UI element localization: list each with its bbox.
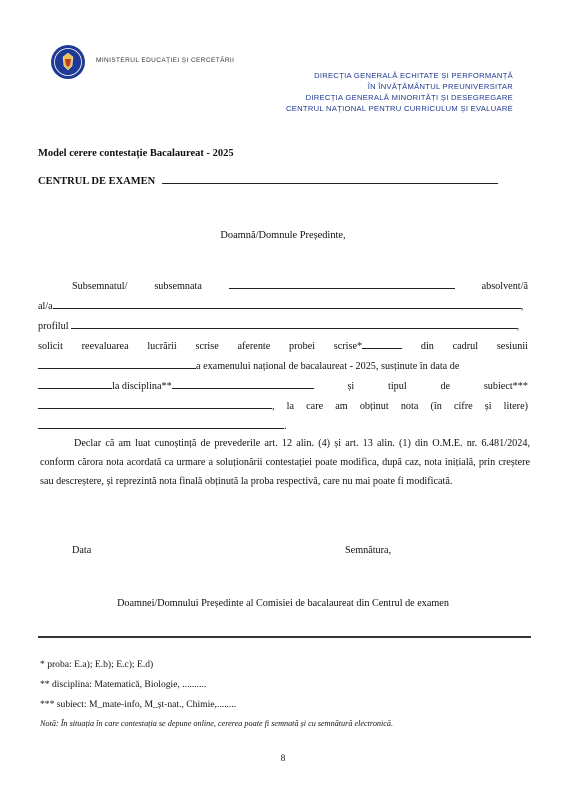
line-profile: profilul , [38,321,520,332]
line-session: a examenului național de bacalaureat - 2025, susținute în data de [38,359,528,372]
line-discipline: la disciplina** și tipul de subiect*** [38,379,528,392]
name-field[interactable] [229,279,455,289]
form-title: Model cerere contestație Bacalaureat - 2025 [38,148,234,159]
directorate-line: DIRECȚIA GENERALĂ MINORITĂȚI ȘI DESEGREGARE [305,93,513,102]
subject-type-field[interactable] [38,399,272,409]
signature-label: Semnătura, [345,545,392,556]
footer-divider [38,636,531,638]
line-grade: , la care am obținut nota (în cifre și litere) [38,399,528,412]
ministry-crest-logo [50,44,86,80]
directorate-line: ÎN ÎNVĂȚĂMÂNTUL PREUNIVERSITAR [367,82,513,91]
footnote-subiect: *** subiect: M_mate-info, M_șt-nat., Chimie,........ [40,699,237,710]
footnote-proba: * proba: E.a); E.b); E.c); E.d) [40,659,154,670]
exam-center-field[interactable] [162,174,498,184]
footnote-disciplina: ** disciplina: Matematică, Biologie, .......... [40,679,207,690]
addressee: Doamnei/Domnului Președinte al Comisiei de bacalaureat din Centrul de examen [117,598,449,609]
directorate-line: DIRECȚIA GENERALĂ ECHITATE ȘI PERFORMANȚĂ [314,71,513,80]
declaration-text: Declar că am luat cunoștință de prevederile art. 12 alin. (4) și art. 13 alin. (1) din O.M.E. nr. 6.481/2024, conform cărora nota acordată ca urmare a soluționării contestației poate modifica, după caz, nota inițială, prin creștere sau descreștere, și reprezintă nota finală obținută la proba respectivă, care nu mai poate fi modificată. [40,438,530,487]
session-field[interactable] [38,359,196,369]
salutation: Doamnă/Domnule Președinte, [220,230,346,241]
exam-date-field[interactable] [38,379,112,389]
line-name: Subsemnatul/ subsemnata absolvent/ă [72,281,528,292]
profile-field[interactable] [71,319,517,329]
discipline-field[interactable] [172,379,314,389]
line-grade-value: . [38,419,528,432]
proba-field[interactable] [362,339,402,349]
exam-center-row [38,174,498,187]
footnote-online-note: Notă: În situația în care contestația se depune online, cererea poate fi semnată și cu semnătură electronică. [40,719,394,728]
directorates-block [286,70,513,114]
school-field[interactable] [53,299,521,309]
ministry-name: MINISTERUL EDUCAȚIEI ȘI CERCETĂRII [96,57,235,64]
page-number: 8 [280,754,286,764]
exam-center-label: CENTRUL DE EXAMEN [38,176,156,187]
date-label: Data [72,545,92,556]
directorate-line: CENTRUL NAȚIONAL PENTRU CURRICULUM ȘI EVALUARE [285,104,513,113]
line-school: al/a , [38,301,524,312]
line-request: solicit reevaluarea lucrării scrise aferente probei scrise* din cadrul sesiunii [38,341,528,352]
grade-field[interactable] [38,419,284,429]
